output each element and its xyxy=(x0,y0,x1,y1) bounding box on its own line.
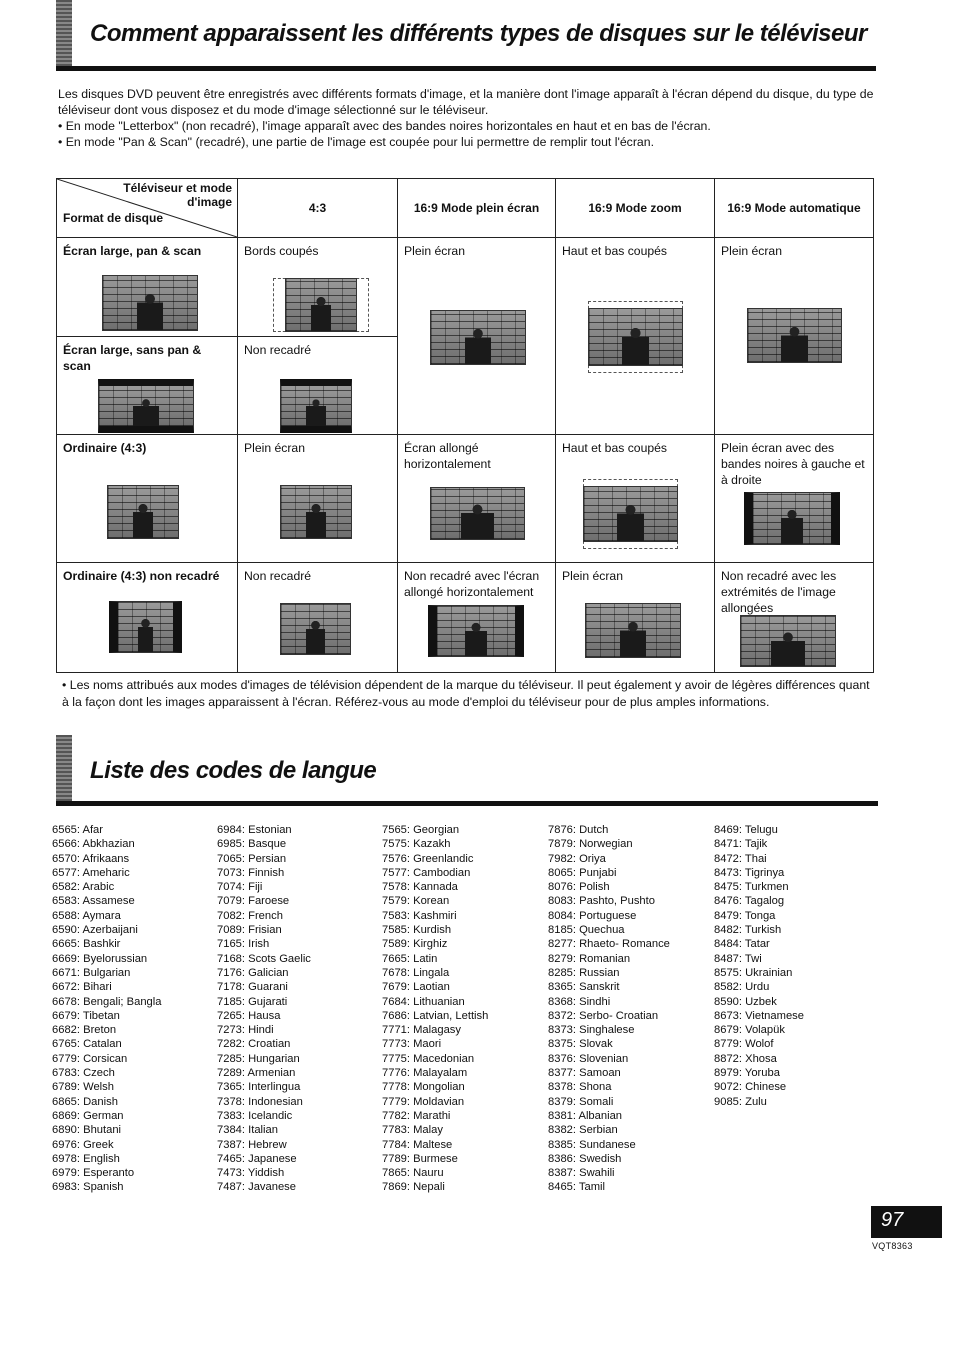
disc-format-table xyxy=(56,178,874,673)
table-cell xyxy=(715,238,874,435)
row-label-cell xyxy=(57,563,238,673)
language-code-entry: 9085: Zulu xyxy=(714,1095,767,1108)
corner-disc-format-label: Format de disque xyxy=(63,211,164,225)
table-cell xyxy=(238,563,398,673)
table-cell xyxy=(715,563,874,673)
language-code-entry: 6590: Azerbaijani xyxy=(52,924,138,937)
language-code-entry: 8279: Romanian xyxy=(548,952,631,965)
language-code-entry: 6976: Greek xyxy=(52,1138,114,1151)
language-code-entry: 7784: Maltese xyxy=(382,1138,453,1151)
language-code-entry: 7783: Malay xyxy=(382,1124,443,1137)
language-code-entry: 7289: Armenian xyxy=(217,1067,296,1080)
screen-thumbnail xyxy=(109,601,182,653)
language-code-entry: 7089: Frisian xyxy=(217,924,282,937)
cell-caption: Plein écran xyxy=(244,441,305,455)
screen-thumbnail xyxy=(740,615,836,667)
language-code-entry: 6583: Assamese xyxy=(52,895,135,908)
language-code-entry: 6566: Abkhazian xyxy=(52,838,135,851)
language-code-entry: 7176: Galician xyxy=(217,966,289,979)
cell-caption: Non recadré avec l'écran allongé horizontalement xyxy=(404,569,540,599)
language-code-entry: 6678: Bengali; Bangla xyxy=(52,995,162,1008)
language-code-entry: 8373: Singhalese xyxy=(548,1024,635,1037)
language-code-entry: 7789: Burmese xyxy=(382,1152,458,1165)
language-code-entry: 6672: Bihari xyxy=(52,981,112,994)
language-code-entry: 7384: Italian xyxy=(217,1124,278,1137)
language-code-entry: 7265: Hausa xyxy=(217,1009,281,1022)
language-code-entry: 7577: Cambodian xyxy=(382,866,471,879)
language-code-entry: 7165: Irish xyxy=(217,938,270,951)
language-code-entry: 8475: Turkmen xyxy=(714,881,789,894)
row-label: Écran large, sans pan & scan xyxy=(63,343,202,373)
language-code-entry: 8487: Twi xyxy=(714,952,762,965)
language-code-entry: 7684: Lithuanian xyxy=(382,995,465,1008)
language-code-entry: 8382: Serbian xyxy=(548,1124,618,1137)
language-code-entry: 8185: Quechua xyxy=(548,924,625,937)
language-code-entry: 7589: Kirghiz xyxy=(382,938,448,951)
language-code-entry: 7168: Scots Gaelic xyxy=(217,952,311,965)
section-header-language-codes xyxy=(56,735,876,809)
language-code-entry: 6783: Czech xyxy=(52,1067,115,1080)
section-title: Liste des codes de langue xyxy=(90,757,377,784)
table-cell xyxy=(556,563,715,673)
language-code-entry: 8376: Slovenian xyxy=(548,1052,629,1065)
language-code-entry: 8083: Pashto, Pushto xyxy=(548,895,655,908)
language-code-entry: 6865: Danish xyxy=(52,1095,118,1108)
language-code-entry: 7865: Nauru xyxy=(382,1167,444,1180)
column-header-4-3: 4:3 xyxy=(238,179,398,238)
section-header-disc-types xyxy=(56,0,876,72)
screen-thumbnail xyxy=(428,605,524,657)
screen-thumbnail xyxy=(280,485,352,539)
row-label-cell xyxy=(57,238,238,337)
cell-caption: Écran allongé horizontalement xyxy=(404,441,491,471)
row-label-cell xyxy=(57,337,238,435)
language-code-entry: 8473: Tigrinya xyxy=(714,866,785,879)
language-code-entry: 7576: Greenlandic xyxy=(382,852,474,865)
language-code-entry: 6890: Bhutani xyxy=(52,1124,122,1137)
language-code-entry: 7869: Nepali xyxy=(382,1181,445,1194)
section-rule xyxy=(56,801,878,806)
language-code-entry: 8679: Volapük xyxy=(714,1024,785,1037)
screen-thumbnail xyxy=(583,486,678,542)
language-code-entry: 6869: German xyxy=(52,1109,124,1122)
intro-text xyxy=(58,86,878,150)
language-code-entry: 8285: Russian xyxy=(548,966,620,979)
cell-caption: Non recadré xyxy=(244,343,312,357)
language-code-entry: 7771: Malagasy xyxy=(382,1024,461,1037)
cell-caption: Plein écran xyxy=(404,244,465,258)
page-number: 97 xyxy=(871,1206,942,1238)
screen-thumbnail xyxy=(747,308,842,363)
screen-thumbnail xyxy=(585,603,681,658)
language-code-entry: 7579: Korean xyxy=(382,895,450,908)
screen-thumbnail xyxy=(107,485,179,539)
language-code-entry: 6570: Afrikaans xyxy=(52,852,130,865)
screen-thumbnail xyxy=(280,379,352,433)
table-cell xyxy=(238,435,398,563)
section-marker xyxy=(56,735,72,801)
language-code-entry: 7282: Croatian xyxy=(217,1038,291,1051)
language-code-entry: 6669: Byelorussian xyxy=(52,952,148,965)
language-code-entry: 6979: Esperanto xyxy=(52,1167,135,1180)
section-rule xyxy=(56,66,876,71)
language-code-column xyxy=(217,823,311,1195)
language-code-entry: 8084: Portuguese xyxy=(548,909,637,922)
language-code-entry: 7073: Finnish xyxy=(217,866,285,879)
language-code-entry: 6789: Welsh xyxy=(52,1081,114,1094)
table-footnote: • Les noms attribués aux modes d'images de télévision dépendent de la marque du téléviseur. Il peut également y avoir de légères différences quant à la façon dont les images apparaissent à l'écran. Référez-vous au mode d'emploi du téléviseur pour de plus amples informations. xyxy=(62,677,877,711)
language-code-entry: 7686: Latvian, Lettish xyxy=(382,1009,489,1022)
language-code-entry: 8779: Wolof xyxy=(714,1038,774,1051)
language-code-entry: 8387: Swahili xyxy=(548,1167,615,1180)
section-marker xyxy=(56,0,72,66)
language-code-entry: 8379: Somali xyxy=(548,1095,614,1108)
language-code-entry: 7775: Macedonian xyxy=(382,1052,475,1065)
screen-thumbnail xyxy=(430,310,526,365)
language-code-entry: 8979: Yoruba xyxy=(714,1067,780,1080)
language-code-entry: 6565: Afar xyxy=(52,824,104,836)
language-code-entry: 7578: Kannada xyxy=(382,881,458,894)
cell-caption: Non recadré avec les extrémités de l'image allongées xyxy=(721,569,837,615)
row-label-cell xyxy=(57,435,238,563)
screen-thumbnail xyxy=(744,492,840,545)
language-code-entry: 7473: Yiddish xyxy=(217,1167,285,1180)
table-cell xyxy=(556,435,715,563)
language-code-entry: 8479: Tonga xyxy=(714,909,776,922)
language-code-entry: 6984: Estonian xyxy=(217,824,292,836)
language-code-entry: 6588: Aymara xyxy=(52,909,121,922)
language-code-entry: 8385: Sundanese xyxy=(548,1138,636,1151)
language-code-entry: 6985: Basque xyxy=(217,838,287,851)
language-code-entry: 6765: Catalan xyxy=(52,1038,122,1051)
language-code-entry: 8673: Vietnamese xyxy=(714,1009,804,1022)
screen-thumbnail xyxy=(280,603,351,655)
screen-thumbnail xyxy=(430,487,525,540)
section-title: Comment apparaissent les différents types de disques sur le téléviseur xyxy=(90,20,867,47)
language-code-entry: 8378: Shona xyxy=(548,1081,612,1094)
intro-paragraph: Les disques DVD peuvent être enregistrés avec différents formats d'image, et la manière dont l'image apparaît à l'écran dépend du disque, du type de téléviseur dont vous disposez et du mode d'image sélectionné sur le téléviseur. xyxy=(58,87,874,117)
language-code-entry: 7273: Hindi xyxy=(217,1024,274,1037)
screen-thumbnail xyxy=(285,278,357,332)
language-code-entry: 8482: Turkish xyxy=(714,924,782,937)
screen-thumbnail xyxy=(98,379,194,433)
cell-caption: Non recadré xyxy=(244,569,312,583)
language-code-entry: 8377: Samoan xyxy=(548,1067,621,1080)
language-code-entry: 8375: Slovak xyxy=(548,1038,613,1051)
language-code-entry: 7285: Hungarian xyxy=(217,1052,300,1065)
language-code-entry: 6671: Bulgarian xyxy=(52,966,131,979)
language-code-entry: 8590: Uzbek xyxy=(714,995,777,1008)
language-code-entry: 7583: Kashmiri xyxy=(382,909,457,922)
language-code-column xyxy=(52,823,161,1195)
bullet-panscan: • En mode "Pan & Scan" (recadré), une partie de l'image est coupée pour lui permettre de remplir tout l'écran. xyxy=(58,134,878,150)
language-code-entry: 8368: Sindhi xyxy=(548,995,611,1008)
language-code-entry: 7779: Moldavian xyxy=(382,1095,465,1108)
table-cell xyxy=(715,435,874,563)
table-cell xyxy=(398,563,556,673)
table-cell xyxy=(238,337,398,435)
table-cell xyxy=(556,238,715,435)
table-corner-header xyxy=(57,179,238,238)
language-code-entry: 7679: Laotian xyxy=(382,981,450,994)
language-code-entry: 7876: Dutch xyxy=(548,824,609,836)
language-code-entry: 7079: Faroese xyxy=(217,895,290,908)
language-code-entry: 8476: Tagalog xyxy=(714,895,785,908)
language-code-entry: 7387: Hebrew xyxy=(217,1138,287,1151)
language-code-entry: 7465: Japanese xyxy=(217,1152,297,1165)
language-code-entry: 6665: Bashkir xyxy=(52,938,121,951)
language-code-entry: 8484: Tatar xyxy=(714,938,770,951)
language-code-entry: 7487: Javanese xyxy=(217,1181,296,1194)
language-code-entry: 7782: Marathi xyxy=(382,1109,451,1122)
table-cell xyxy=(398,238,556,435)
row-label: Ordinaire (4:3) xyxy=(63,441,147,455)
language-code-entry: 8575: Ukrainian xyxy=(714,966,793,979)
language-code-entry: 7778: Mongolian xyxy=(382,1081,465,1094)
language-code-entry: 7185: Gujarati xyxy=(217,995,288,1008)
language-code-entry: 6582: Arabic xyxy=(52,881,115,894)
language-code-entry: 8465: Tamil xyxy=(548,1181,606,1194)
language-code-entry: 7565: Georgian xyxy=(382,824,460,836)
table-cell xyxy=(398,435,556,563)
language-code-entry: 7982: Oriya xyxy=(548,852,606,865)
language-code-entry: 7773: Maori xyxy=(382,1038,442,1051)
cell-caption: Plein écran xyxy=(562,569,623,583)
language-code-entry: 8472: Thai xyxy=(714,852,767,865)
language-code-entry: 6679: Tibetan xyxy=(52,1009,120,1022)
row-label: Écran large, pan & scan xyxy=(63,244,202,258)
language-code-entry: 7575: Kazakh xyxy=(382,838,451,851)
cell-caption: Haut et bas coupés xyxy=(562,244,668,258)
cell-caption: Bords coupés xyxy=(244,244,319,258)
language-code-entry: 8872: Xhosa xyxy=(714,1052,777,1065)
language-code-entry: 8381: Albanian xyxy=(548,1109,623,1122)
language-code-entry: 8065: Punjabi xyxy=(548,866,617,879)
corner-tv-mode-label: Téléviseur et mode d'image xyxy=(123,181,232,209)
language-code-entry: 6682: Breton xyxy=(52,1024,117,1037)
language-code-entry: 8386: Swedish xyxy=(548,1152,622,1165)
language-code-column xyxy=(548,823,670,1195)
table-cell xyxy=(238,238,398,337)
language-code-entry: 7378: Indonesian xyxy=(217,1095,303,1108)
language-code-column xyxy=(714,823,804,1109)
language-code-entry: 7585: Kurdish xyxy=(382,924,452,937)
language-code-entry: 9072: Chinese xyxy=(714,1081,787,1094)
column-header-zoom: 16:9 Mode zoom xyxy=(556,179,715,238)
cell-caption: Plein écran xyxy=(721,244,782,258)
row-label: Ordinaire (4:3) non recadré xyxy=(63,569,220,583)
language-code-entry: 8582: Urdu xyxy=(714,981,770,994)
bullet-letterbox: • En mode "Letterbox" (non recadré), l'image apparaît avec des bandes noires horizontales en haut et en bas de l'écran. xyxy=(58,118,878,134)
language-code-entry: 7879: Norwegian xyxy=(548,838,633,851)
language-code-entry: 8365: Sanskrit xyxy=(548,981,620,994)
language-code-entry: 6978: English xyxy=(52,1152,120,1165)
language-code-entry: 7776: Malayalam xyxy=(382,1067,468,1080)
language-code-entry: 7065: Persian xyxy=(217,852,287,865)
column-header-auto: 16:9 Mode automatique xyxy=(715,179,874,238)
document-code: VQT8363 xyxy=(872,1241,913,1251)
language-code-entry: 7074: Fiji xyxy=(217,881,263,894)
language-code-entry: 7665: Latin xyxy=(382,952,438,965)
language-code-entry: 8469: Telugu xyxy=(714,824,778,836)
screen-thumbnail xyxy=(102,275,198,331)
language-code-entry: 7178: Guarani xyxy=(217,981,288,994)
language-code-column xyxy=(382,823,488,1195)
screen-thumbnail xyxy=(588,308,683,366)
language-code-entry: 8471: Tajik xyxy=(714,838,768,851)
cell-caption: Haut et bas coupés xyxy=(562,441,668,455)
cell-caption: Plein écran avec des bandes noires à gauche et à droite xyxy=(721,441,865,487)
language-code-entry: 7383: Icelandic xyxy=(217,1109,293,1122)
language-code-entry: 8277: Rhaeto- Romance xyxy=(548,938,670,951)
language-code-entry: 6577: Ameharic xyxy=(52,866,130,879)
language-code-entry: 6983: Spanish xyxy=(52,1181,124,1194)
language-code-entry: 7365: Interlingua xyxy=(217,1081,301,1094)
column-header-full: 16:9 Mode plein écran xyxy=(398,179,556,238)
language-code-entry: 7678: Lingala xyxy=(382,966,450,979)
language-code-entry: 8076: Polish xyxy=(548,881,610,894)
language-code-entry: 6779: Corsican xyxy=(52,1052,128,1065)
language-code-entry: 8372: Serbo- Croatian xyxy=(548,1009,659,1022)
language-code-entry: 7082: French xyxy=(217,909,283,922)
